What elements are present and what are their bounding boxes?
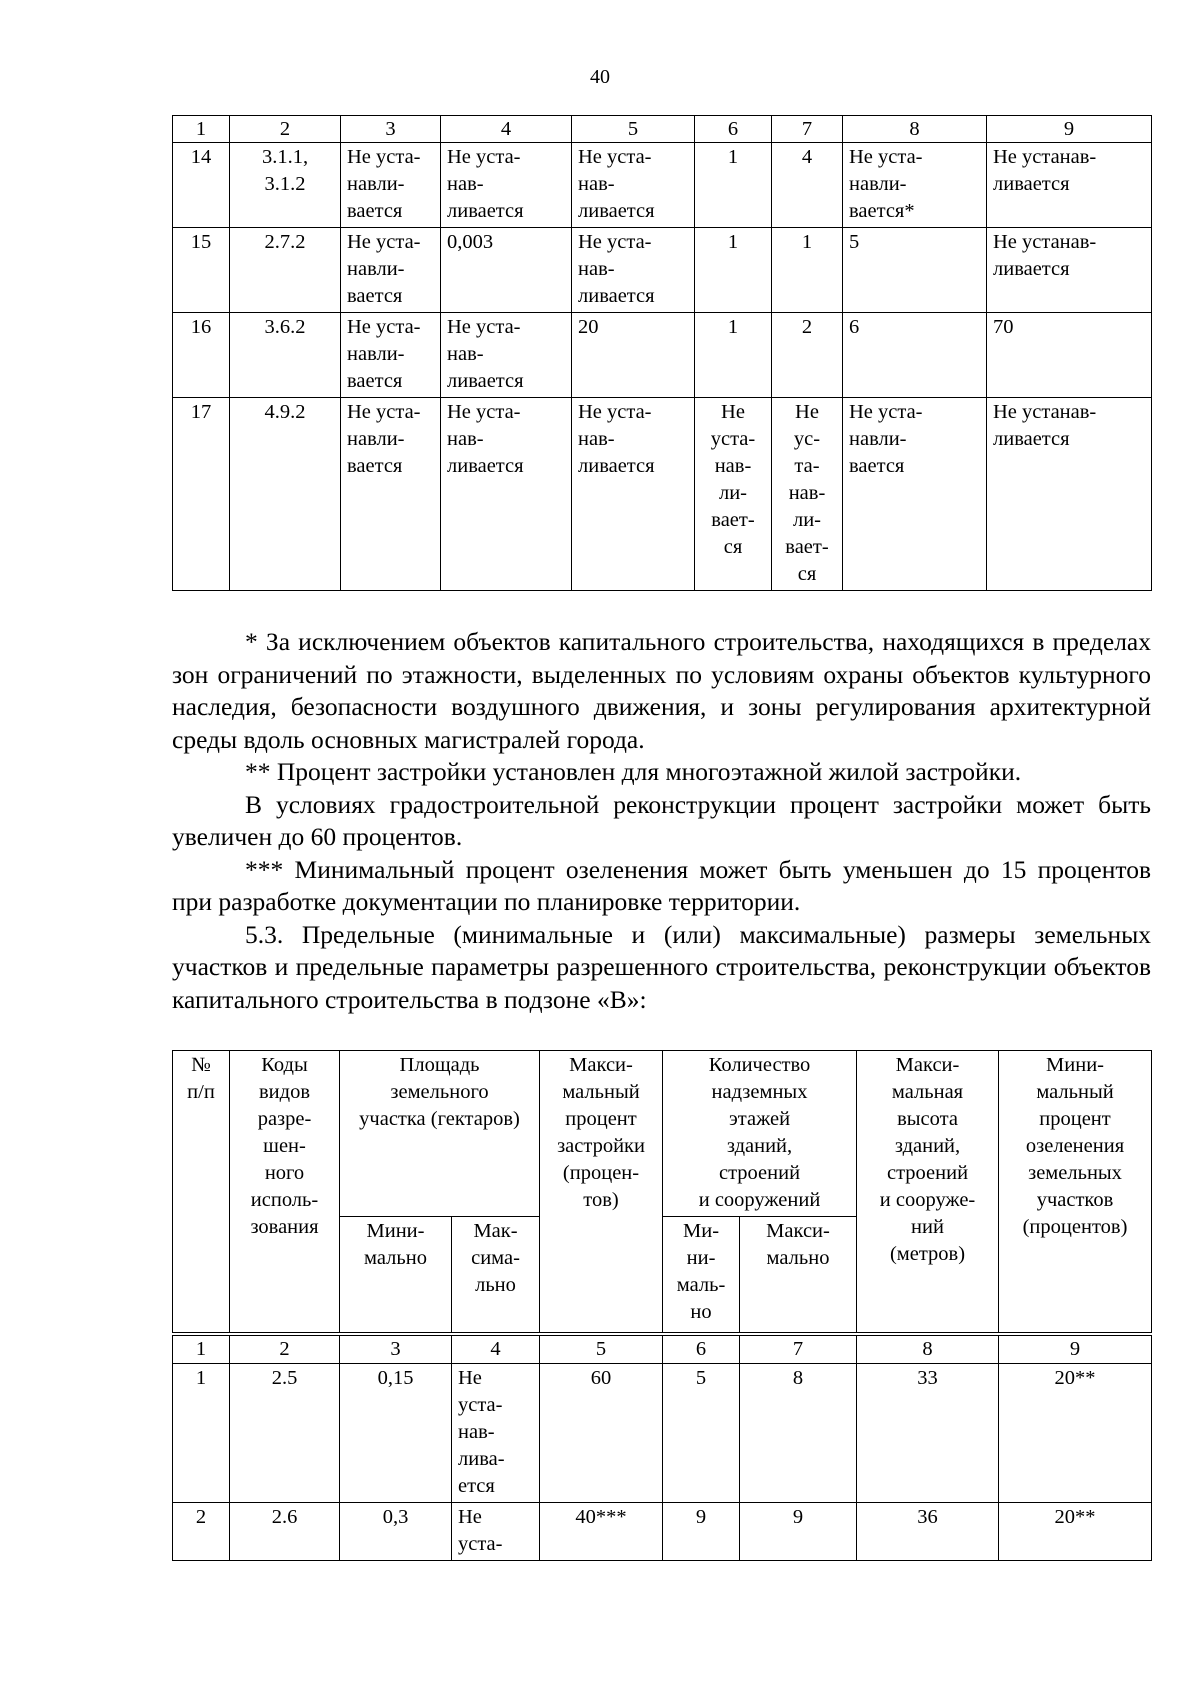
column-number: 8	[857, 1334, 999, 1364]
table-cell: Не уста- нав- лива- ется	[452, 1364, 540, 1503]
footnote-1: * За исключением объектов капитального строительства, находящихся в пределах зон ограничений по этажности, выделенных по условиям охраны объектов культурного наследия, безопасности воздушного движения, и зоны регулирования архитектурной среды вдоль основных магистралей города.	[172, 627, 1151, 754]
column-number: 5	[572, 116, 695, 143]
table-cell: 40***	[540, 1503, 663, 1561]
footnote-3: *** Минимальный процент озеленения может быть уменьшен до 15 процентов при разработке документации по планировке территории.	[172, 854, 1151, 916]
table-cell: 20	[572, 313, 695, 398]
page-number: 40	[590, 66, 610, 88]
table-cell: Не уста- навли- вается	[341, 398, 441, 591]
table-cell: Не устанав- ливается	[987, 398, 1152, 591]
column-number: 1	[173, 116, 230, 143]
table-cell: 14	[173, 143, 230, 228]
note-reconstruction: В условиях градостроительной реконструкции процент застройки может быть увеличен до 60 процентов.	[172, 789, 1151, 851]
table-cell: 1	[173, 1364, 230, 1503]
table-cell: Не уста- нав- ли- вает- ся	[695, 398, 772, 591]
table-cell: 2.7.2	[230, 228, 341, 313]
table-cell: Не уста- нав- ливается	[441, 313, 572, 398]
table-cell: Не уста- нав- ливается	[572, 143, 695, 228]
table2-header	[173, 1051, 1152, 1335]
column-number: 9	[987, 116, 1152, 143]
header-min-green: Мини- мальный процент озеленения земельных участков (процентов)	[999, 1051, 1152, 1335]
table-cell: 4.9.2	[230, 398, 341, 591]
table-cell: Не уста- нав- ливается	[572, 398, 695, 591]
table-cell: 2	[772, 313, 843, 398]
table-cell: 2.5	[230, 1364, 340, 1503]
column-number: 7	[772, 116, 843, 143]
table-cell: 16	[173, 313, 230, 398]
table-cell: 9	[663, 1503, 740, 1561]
column-number-row	[173, 1334, 1152, 1364]
table-cell: 6	[843, 313, 987, 398]
header-codes: Коды видов разре- шен- ного исполь- зования	[230, 1051, 340, 1335]
header-floors-max: Макси- мально	[740, 1217, 857, 1335]
table-row	[173, 398, 1152, 591]
header-max-height: Макси- мальная высота зданий, строений и сооруже- ний (метров)	[857, 1051, 999, 1335]
table-cell: Не устанав- ливается	[987, 143, 1152, 228]
table-cell: 9	[740, 1503, 857, 1561]
column-number: 4	[452, 1334, 540, 1364]
header-num: № п/п	[173, 1051, 230, 1335]
column-number: 2	[230, 1334, 340, 1364]
table-cell: 1	[695, 143, 772, 228]
footnotes-and-section-text	[172, 626, 1151, 1016]
column-number: 4	[441, 116, 572, 143]
table-cell: 70	[987, 313, 1152, 398]
header-floors: Количество надземных этажей зданий, строений и сооружений	[663, 1051, 857, 1217]
table-cell: 4	[772, 143, 843, 228]
table-cell: 3.6.2	[230, 313, 341, 398]
table-cell: 5	[663, 1364, 740, 1503]
table1-body	[173, 116, 1152, 591]
table-cell: 33	[857, 1364, 999, 1503]
table-cell: Не уста- навли- вается	[341, 228, 441, 313]
table-cell: 2	[173, 1503, 230, 1561]
column-number: 7	[740, 1334, 857, 1364]
subzone-v-parameters-table	[172, 1050, 1152, 1561]
header-area-max: Мак- сима- льно	[452, 1217, 540, 1335]
column-number: 8	[843, 116, 987, 143]
header-row-1	[173, 1051, 1152, 1217]
table-cell: 17	[173, 398, 230, 591]
section-5-3-heading: 5.3. Предельные (минимальные и (или) максимальные) размеры земельных участков и предельные параметры разрешенного строительства, реконструкции объектов капитального строительства в подзоне «В»:	[172, 919, 1151, 1014]
table-cell: Не уста- навли- вается	[341, 313, 441, 398]
header-area-min: Мини- мально	[340, 1217, 452, 1335]
column-number-row	[173, 116, 1152, 143]
table-cell: 2.6	[230, 1503, 340, 1561]
continued-parameters-table	[172, 115, 1152, 591]
footnote-2: ** Процент застройки установлен для многоэтажной жилой застройки.	[245, 757, 1022, 786]
table-cell: 20**	[999, 1364, 1152, 1503]
table-cell: Не ус- та- нав- ли- вает- ся	[772, 398, 843, 591]
table2-body	[173, 1334, 1152, 1561]
table-row	[173, 313, 1152, 398]
table-cell: Не устанав- ливается	[987, 228, 1152, 313]
table-cell: Не уста- навли- вается*	[843, 143, 987, 228]
table-cell: Не уста- нав- ливается	[441, 398, 572, 591]
table-cell: 36	[857, 1503, 999, 1561]
table-cell: Не уста- нав- ливается	[441, 143, 572, 228]
column-number: 6	[695, 116, 772, 143]
table-cell: 0,15	[340, 1364, 452, 1503]
table-cell: 5	[843, 228, 987, 313]
table-cell: 15	[173, 228, 230, 313]
table-row	[173, 1364, 1152, 1503]
table-cell: 1	[695, 313, 772, 398]
header-max-coverage: Макси- мальный процент застройки (процен- тов)	[540, 1051, 663, 1335]
column-number: 2	[230, 116, 341, 143]
table-cell: Не уста- навли- вается	[843, 398, 987, 591]
table-row	[173, 228, 1152, 313]
table-cell: Не уста- нав- ливается	[572, 228, 695, 313]
column-number: 3	[341, 116, 441, 143]
table-cell: 0,003	[441, 228, 572, 313]
column-number: 9	[999, 1334, 1152, 1364]
table-cell: 20**	[999, 1503, 1152, 1561]
table-cell: 1	[772, 228, 843, 313]
table-row	[173, 1503, 1152, 1561]
table-cell: Не уста- навли- вается	[341, 143, 441, 228]
table-cell: Не уста-	[452, 1503, 540, 1561]
column-number: 6	[663, 1334, 740, 1364]
column-number: 3	[340, 1334, 452, 1364]
table-cell: 8	[740, 1364, 857, 1503]
table-cell: 3.1.1, 3.1.2	[230, 143, 341, 228]
table-cell: 0,3	[340, 1503, 452, 1561]
table-cell: 60	[540, 1364, 663, 1503]
table-row	[173, 143, 1152, 228]
table-cell: 1	[695, 228, 772, 313]
header-area: Площадь земельного участка (гектаров)	[340, 1051, 540, 1217]
column-number: 1	[173, 1334, 230, 1364]
header-floors-min: Ми- ни- маль- но	[663, 1217, 740, 1335]
column-number: 5	[540, 1334, 663, 1364]
